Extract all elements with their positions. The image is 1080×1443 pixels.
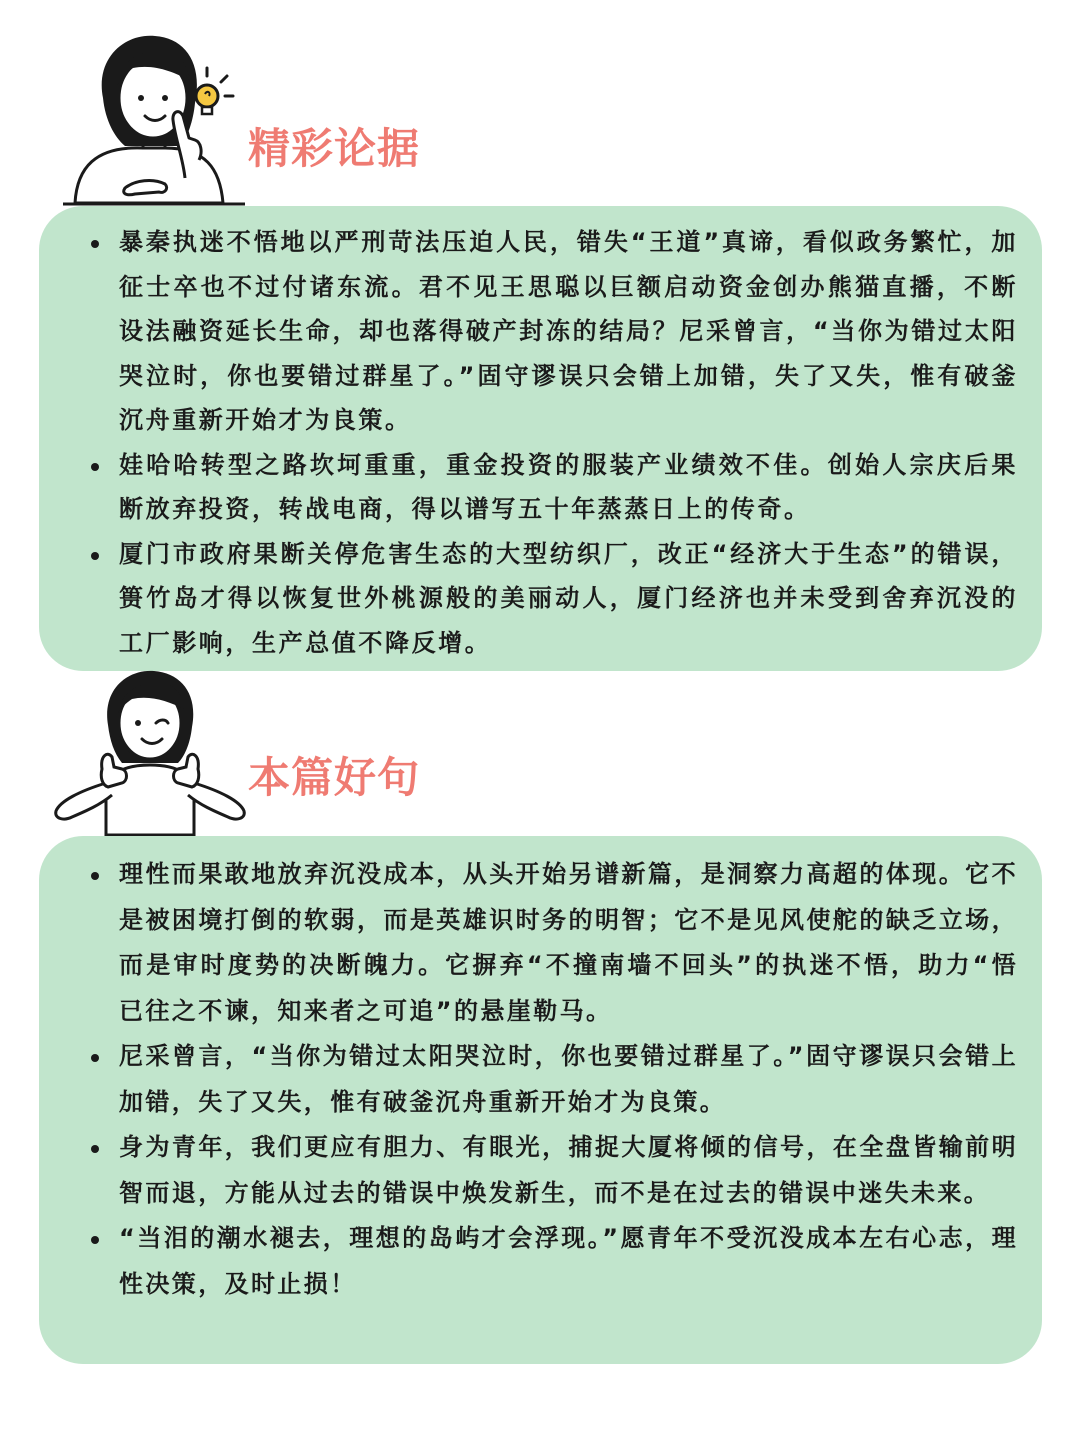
woman-thumbs-up-wink-icon xyxy=(50,665,250,840)
good-sentences-card xyxy=(39,836,1042,1364)
bullet-dot xyxy=(91,1145,99,1153)
arguments-list xyxy=(77,220,1018,665)
woman-with-lightbulb-idea-icon xyxy=(55,28,255,213)
arguments-card xyxy=(39,206,1042,671)
bullet-dot xyxy=(91,872,99,880)
section-title-good-sentences: 本篇好句 xyxy=(248,753,421,802)
list-item-text: 理性而果敢地放弃沉没成本，从头开始另谱新篇，是洞察力高超的体现。它不是被困境打倒的软弱，而是英雄识时务的明智；它不是见风使舵的缺乏立场，而是审时度势的决断魄力。它摒弃“不撞南墙不回头”的执迷不悟，助力“悟已往之不谏，知来者之可追”的悬崖勒马。 xyxy=(119,860,1018,1025)
list-item-text: 厦门市政府果断关停危害生态的大型纺织厂，改正“经济大于生态”的错误，篑竹岛才得以恢复世外桃源般的美丽动人，厦门经济也并未受到舍弃沉没的工厂影响，生产总值不降反增。 xyxy=(119,539,1018,657)
list-item xyxy=(77,1125,1018,1216)
section-header-arguments xyxy=(0,28,1080,213)
list-item-text: 娃哈哈转型之路坎坷重重，重金投资的服装产业绩效不佳。创始人宗庆后果断放弃投资，转战电商，得以谱写五十年蒸蒸日上的传奇。 xyxy=(119,450,1018,523)
list-item-text: 身为青年，我们更应有胆力、有眼光，捕捉大厦将倾的信号，在全盘皆输前明智而退，方能从过去的错误中焕发新生，而不是在过去的错误中迷失未来。 xyxy=(119,1133,1018,1207)
list-item xyxy=(77,1216,1018,1307)
bullet-dot xyxy=(91,240,99,248)
section-header-good-sentences xyxy=(0,665,1080,840)
good-sentences-list xyxy=(77,852,1018,1307)
bullet-dot xyxy=(91,1054,99,1062)
list-item-text: “当泪的潮水褪去，理想的岛屿才会浮现。”愿青年不受沉没成本左右心志，理性决策，及时止损！ xyxy=(119,1224,1018,1298)
section-title-arguments: 精彩论据 xyxy=(248,124,421,173)
list-item xyxy=(77,1034,1018,1125)
bullet-dot xyxy=(91,463,99,471)
bullet-dot xyxy=(91,552,99,560)
list-item xyxy=(77,220,1018,443)
list-item xyxy=(77,443,1018,532)
list-item xyxy=(77,532,1018,666)
list-item-text: 暴秦执迷不悟地以严刑苛法压迫人民，错失“王道”真谛，看似政务繁忙，加征士卒也不过付诸东流。君不见王思聪以巨额启动资金创办熊猫直播，不断设法融资延长生命，却也落得破产封冻的结局？尼采曾言，“当你为错过太阳哭泣时，你也要错过群星了。”固守谬误只会错上加错，失了又失，惟有破釜沉舟重新开始才为良策。 xyxy=(119,228,1018,434)
bullet-dot xyxy=(91,1236,99,1244)
list-item xyxy=(77,852,1018,1034)
list-item-text: 尼采曾言，“当你为错过太阳哭泣时，你也要错过群星了。”固守谬误只会错上加错，失了又失，惟有破釜沉舟重新开始才为良策。 xyxy=(119,1042,1018,1116)
